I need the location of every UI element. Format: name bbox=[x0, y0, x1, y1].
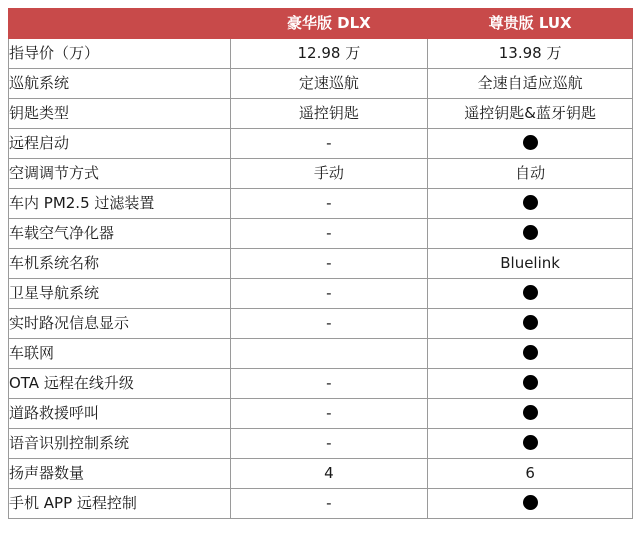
lux-value bbox=[428, 339, 633, 369]
table-row bbox=[9, 249, 633, 279]
table-row bbox=[9, 279, 633, 309]
dlx-value: - bbox=[230, 369, 428, 399]
filled-circle-icon bbox=[523, 495, 538, 510]
filled-circle-icon bbox=[523, 405, 538, 420]
dlx-value bbox=[230, 339, 428, 369]
lux-value: 全速自适应巡航 bbox=[428, 69, 633, 99]
feature-name: 指导价（万） bbox=[9, 39, 231, 69]
table-row bbox=[9, 459, 633, 489]
filled-circle-icon bbox=[523, 225, 538, 240]
table-row bbox=[9, 129, 633, 159]
filled-circle-icon bbox=[523, 435, 538, 450]
dlx-value: 12.98 万 bbox=[230, 39, 428, 69]
feature-name: 车载空气净化器 bbox=[9, 219, 231, 249]
feature-name: 巡航系统 bbox=[9, 69, 231, 99]
table-row bbox=[9, 369, 633, 399]
table-row bbox=[9, 339, 633, 369]
lux-value bbox=[428, 189, 633, 219]
dlx-value: - bbox=[230, 249, 428, 279]
lux-value bbox=[428, 219, 633, 249]
lux-value bbox=[428, 399, 633, 429]
feature-name: OTA 远程在线升级 bbox=[9, 369, 231, 399]
table-row bbox=[9, 219, 633, 249]
table-row bbox=[9, 309, 633, 339]
lux-value bbox=[428, 369, 633, 399]
header-lux: 尊贵版 LUX bbox=[428, 9, 633, 39]
feature-name: 扬声器数量 bbox=[9, 459, 231, 489]
dlx-value: - bbox=[230, 279, 428, 309]
lux-value bbox=[428, 279, 633, 309]
header-dlx: 豪华版 DLX bbox=[230, 9, 428, 39]
header-feature bbox=[9, 9, 231, 39]
feature-name: 钥匙类型 bbox=[9, 99, 231, 129]
feature-name: 车联网 bbox=[9, 339, 231, 369]
lux-value: Bluelink bbox=[428, 249, 633, 279]
filled-circle-icon bbox=[523, 315, 538, 330]
feature-name: 实时路况信息显示 bbox=[9, 309, 231, 339]
feature-name: 远程启动 bbox=[9, 129, 231, 159]
lux-value: 13.98 万 bbox=[428, 39, 633, 69]
feature-name: 车内 PM2.5 过滤装置 bbox=[9, 189, 231, 219]
filled-circle-icon bbox=[523, 195, 538, 210]
table-row bbox=[9, 399, 633, 429]
dlx-value: 遥控钥匙 bbox=[230, 99, 428, 129]
table-row bbox=[9, 39, 633, 69]
dlx-value: 4 bbox=[230, 459, 428, 489]
feature-name: 空调调节方式 bbox=[9, 159, 231, 189]
dlx-value: - bbox=[230, 219, 428, 249]
table-row bbox=[9, 69, 633, 99]
filled-circle-icon bbox=[523, 345, 538, 360]
dlx-value: - bbox=[230, 489, 428, 519]
table-row bbox=[9, 99, 633, 129]
lux-value: 自动 bbox=[428, 159, 633, 189]
spec-comparison-table bbox=[8, 8, 633, 519]
lux-value bbox=[428, 489, 633, 519]
table-row bbox=[9, 189, 633, 219]
table-row bbox=[9, 159, 633, 189]
lux-value: 遥控钥匙&蓝牙钥匙 bbox=[428, 99, 633, 129]
dlx-value: - bbox=[230, 309, 428, 339]
feature-name: 卫星导航系统 bbox=[9, 279, 231, 309]
lux-value: 6 bbox=[428, 459, 633, 489]
filled-circle-icon bbox=[523, 285, 538, 300]
dlx-value: 手动 bbox=[230, 159, 428, 189]
dlx-value: - bbox=[230, 189, 428, 219]
dlx-value: - bbox=[230, 399, 428, 429]
feature-name: 道路救援呼叫 bbox=[9, 399, 231, 429]
feature-name: 语音识别控制系统 bbox=[9, 429, 231, 459]
feature-name: 手机 APP 远程控制 bbox=[9, 489, 231, 519]
dlx-value: 定速巡航 bbox=[230, 69, 428, 99]
table-row bbox=[9, 489, 633, 519]
lux-value bbox=[428, 309, 633, 339]
dlx-value: - bbox=[230, 129, 428, 159]
filled-circle-icon bbox=[523, 135, 538, 150]
table-body bbox=[9, 39, 633, 519]
lux-value bbox=[428, 429, 633, 459]
feature-name: 车机系统名称 bbox=[9, 249, 231, 279]
dlx-value: - bbox=[230, 429, 428, 459]
filled-circle-icon bbox=[523, 375, 538, 390]
table-row bbox=[9, 429, 633, 459]
lux-value bbox=[428, 129, 633, 159]
header-row bbox=[9, 9, 633, 39]
